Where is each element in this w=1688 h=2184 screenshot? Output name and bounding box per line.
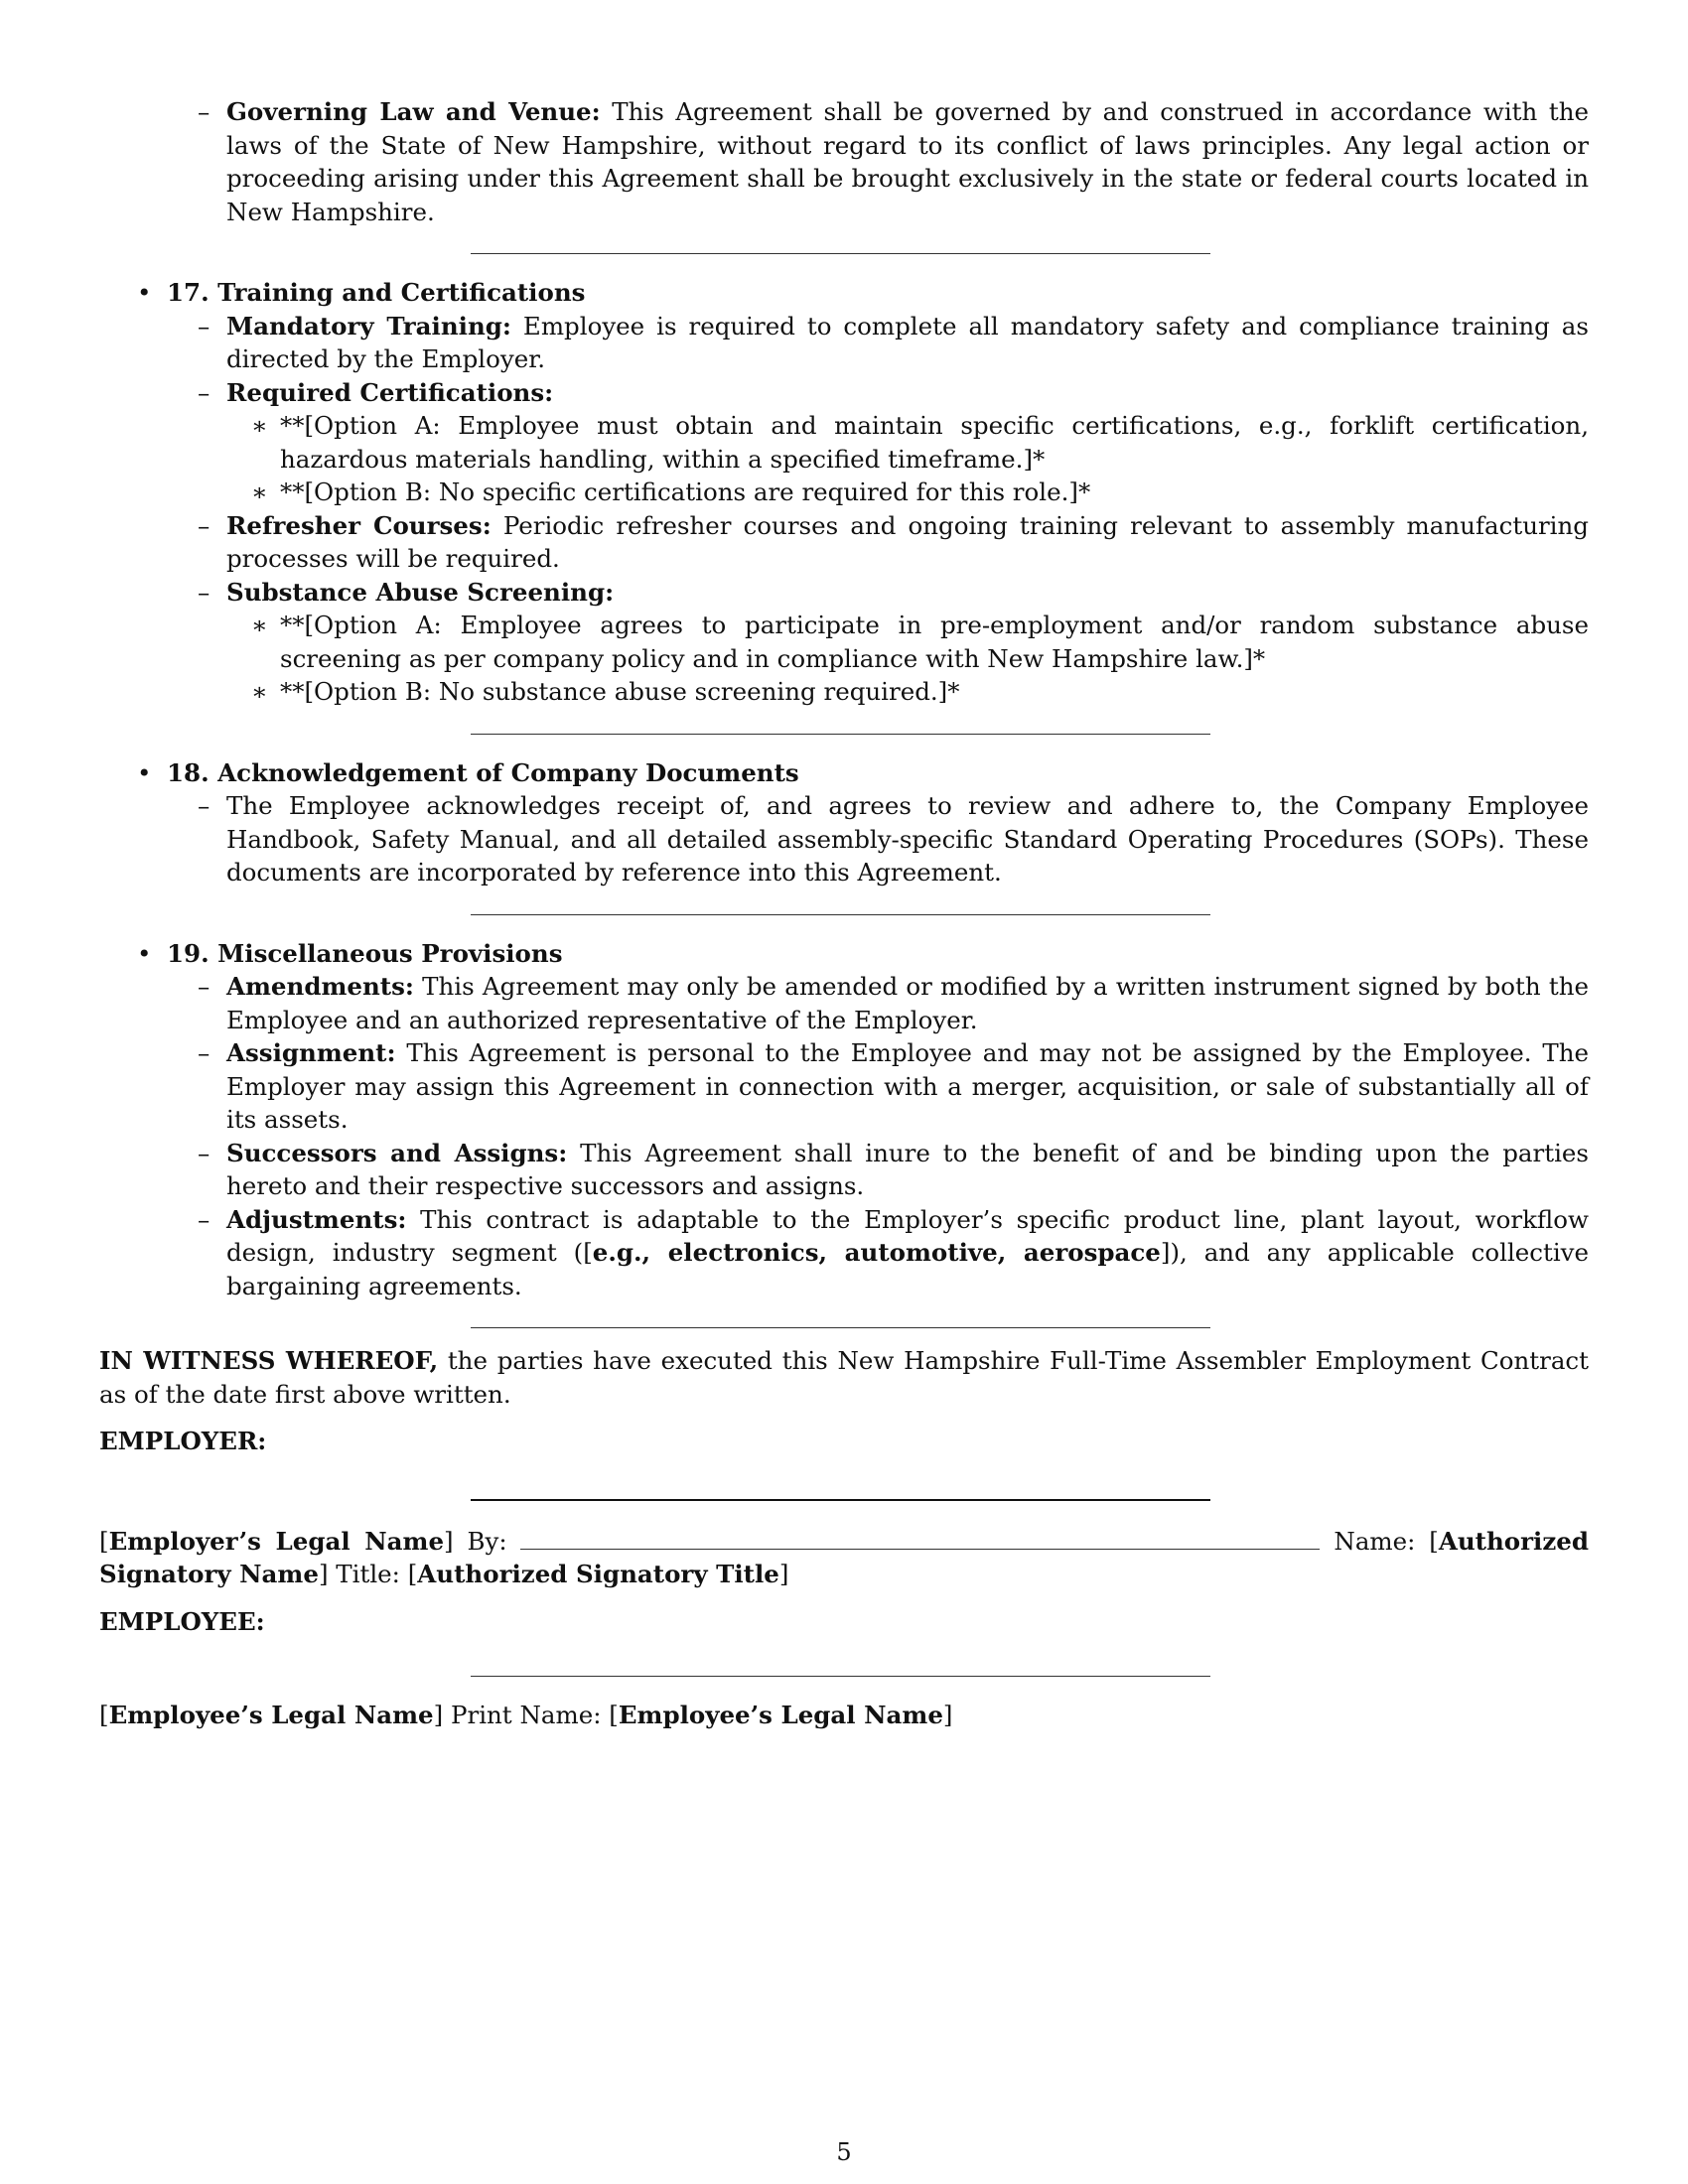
witness-label: IN WITNESS WHEREOF, bbox=[99, 1346, 439, 1375]
assignment-text: This Agreement is personal to the Employee and may not be assigned by the Employee. The Employer may assign this Agreement in connection with a merger, acquisition, or sale of substantially all of its assets. bbox=[226, 1038, 1589, 1134]
governing-law-text: This Agreement shall be governed by and construed in accordance with the laws of the State of New Hampshire, without regard to its conflict of laws principles. Any legal action or proceeding arising under this Agreement shall be brought exclusively in the state or federal courts located in New Hampshire. bbox=[226, 97, 1590, 226]
employer-signature-block: [Employer’s Legal Name] By: Name: [Authorized Signatory Name] Title: [Authorized Signatory Title] bbox=[99, 1526, 1589, 1588]
authorized-signatory-title: Authorized Signatory Title bbox=[417, 1560, 779, 1588]
mandatory-training-text: Employee is required to complete all mandatory safety and compliance training as directed by the Employer. bbox=[226, 311, 1589, 373]
refresher-courses-text: Periodic refresher courses and ongoing training relevant to assembly manufacturing processes will be required. bbox=[226, 510, 1589, 573]
bullet-marker: • bbox=[137, 757, 152, 787]
refresher-courses-clause: – Refresher Courses: Periodic refresher courses and ongoing training relevant to assembly manufacturing processes will be required. bbox=[198, 510, 1589, 573]
page-number: 5 bbox=[836, 2138, 852, 2166]
section-18-title: 18. Acknowledgement of Company Documents bbox=[167, 757, 799, 787]
amendments-label: Amendments: bbox=[226, 972, 414, 1001]
section-17-title: 17. Training and Certifications bbox=[167, 278, 586, 307]
assignment-label: Assignment: bbox=[226, 1038, 396, 1067]
substance-screening-label: Substance Abuse Screening: bbox=[226, 577, 615, 607]
substance-option-a: ∗ **[Option A: Employee agrees to participate in pre-employment and/or random substance abuse screening as per company policy and in compliance with New Hampshire law.]* bbox=[251, 611, 1589, 673]
employee-signature-block: [Employee’s Legal Name] Print Name: [Employee’s Legal Name] bbox=[99, 1701, 953, 1729]
employer-heading: EMPLOYER: bbox=[99, 1427, 267, 1455]
section-19-title: 19. Miscellaneous Provisions bbox=[167, 938, 563, 968]
adjustments-text-1: This contract is adaptable to the Employer’s specific product line, plant layout, workflow design, industry segment ([ bbox=[226, 1204, 1589, 1267]
governing-law-label: Governing Law and Venue: bbox=[226, 97, 601, 126]
contract-page bbox=[99, 95, 1589, 1732]
adjustments-label: Adjustments: bbox=[226, 1204, 407, 1234]
substance-option-a-text: **[Option A: Employee agrees to participate in pre-employment and/or random substance abuse screening as per company policy and in compliance with New Hampshire law.]* bbox=[280, 611, 1589, 673]
print-name-value: Employee’s Legal Name bbox=[618, 1701, 943, 1729]
name-label: Name: bbox=[1334, 1526, 1416, 1556]
successors-text: This Agreement shall inure to the benefit of and be binding upon the parties hereto and their respective successors and assigns. bbox=[226, 1138, 1589, 1200]
substance-screening-clause: – Substance Abuse Screening: bbox=[198, 577, 615, 607]
certifications-option-b: ∗ **[Option B: No specific certifications are required for this role.]* bbox=[251, 478, 1091, 506]
bullet-marker: • bbox=[137, 278, 152, 307]
dash-marker: – bbox=[198, 97, 211, 126]
print-name-label: Print Name: bbox=[451, 1701, 602, 1729]
mandatory-training-label: Mandatory Training: bbox=[226, 311, 511, 341]
employer-legal-name: Employer’s Legal Name bbox=[108, 1526, 445, 1556]
by-label: By: bbox=[467, 1526, 507, 1556]
witness-text: the parties have executed this New Hampshire Full-Time Assembler Employment Contract as of the date first above written. bbox=[99, 1346, 1589, 1409]
employee-heading: EMPLOYEE: bbox=[99, 1606, 265, 1636]
assignment-clause: – Assignment: This Agreement is personal to the Employee and may not be assigned by the Employee. The Employer may assign this Agreement in connection with a merger, acquisition, or sale of substantially all of its assets. bbox=[198, 1038, 1589, 1134]
authorized-signatory-name: Authorized Signatory Name bbox=[99, 1526, 1589, 1588]
certifications-option-a-text: **[Option A: Employee must obtain and maintain specific certifications, e.g., forklift certification, hazardous materials handling, within a specified timeframe.]* bbox=[280, 411, 1589, 474]
witness-paragraph bbox=[99, 1344, 1589, 1411]
refresher-courses-label: Refresher Courses: bbox=[226, 510, 492, 540]
successors-label: Successors and Assigns: bbox=[226, 1138, 568, 1167]
section-19-heading bbox=[99, 937, 1589, 971]
employee-legal-name: Employee’s Legal Name bbox=[108, 1701, 434, 1729]
title-label: Title: bbox=[336, 1560, 400, 1588]
required-certifications-clause: – Required Certifications: bbox=[198, 377, 554, 407]
required-certifications-label: Required Certifications: bbox=[226, 377, 554, 407]
section-18-heading bbox=[99, 756, 1589, 790]
adjustments-industry-examples: e.g., electronics, automotive, aerospace bbox=[592, 1238, 1161, 1267]
adjustments-clause: – Adjustments: This contract is adaptable to the Employer’s specific product line, plant layout, workflow design, industry segment ([e.g., electronics, automotive, aerospace]), and any applicable collective bargaining agreements. bbox=[198, 1204, 1590, 1300]
adjustments-text-2: ]), and any applicable collective bargaining agreements. bbox=[226, 1238, 1590, 1300]
by-signature-line bbox=[520, 1527, 1320, 1550]
successors-clause: – Successors and Assigns: This Agreement shall inure to the benefit of and be binding upon the parties hereto and their respective successors and assigns. bbox=[198, 1138, 1589, 1200]
mandatory-training-clause: – Mandatory Training: Employee is required to complete all mandatory safety and compliance training as directed by the Employer. bbox=[198, 311, 1589, 373]
substance-option-b-text: **[Option B: No substance abuse screening required.]* bbox=[280, 677, 960, 706]
governing-law-clause bbox=[99, 95, 1589, 228]
acknowledgement-clause: – The Employee acknowledges receipt of, and agrees to review and adhere to, the Company Employee Handbook, Safety Manual, and all detailed assembly-specific Standard Operating Procedures (SOPs). These documents are incorporated by reference into this Agreement. bbox=[198, 791, 1589, 887]
certifications-option-b-text: **[Option B: No specific certifications are required for this role.]* bbox=[280, 478, 1091, 506]
acknowledgement-text: The Employee acknowledges receipt of, and agrees to review and adhere to, the Company Employee Handbook, Safety Manual, and all detailed assembly-specific Standard Operating Procedures (SOPs). These documents are incorporated by reference into this Agreement. bbox=[226, 791, 1589, 887]
amendments-text: This Agreement may only be amended or modified by a written instrument signed by both the Employee and an authorized representative of the Employer. bbox=[226, 972, 1589, 1034]
substance-option-b: ∗ **[Option B: No substance abuse screening required.]* bbox=[251, 677, 960, 706]
amendments-clause: – Amendments: This Agreement may only be amended or modified by a written instrument signed by both the Employee and an authorized representative of the Employer. bbox=[198, 972, 1589, 1034]
certifications-option-a: ∗ **[Option A: Employee must obtain and maintain specific certifications, e.g., forklift certification, hazardous materials handling, within a specified timeframe.]* bbox=[251, 411, 1589, 474]
section-17-heading bbox=[99, 276, 1589, 310]
bullet-marker: • bbox=[137, 938, 152, 968]
